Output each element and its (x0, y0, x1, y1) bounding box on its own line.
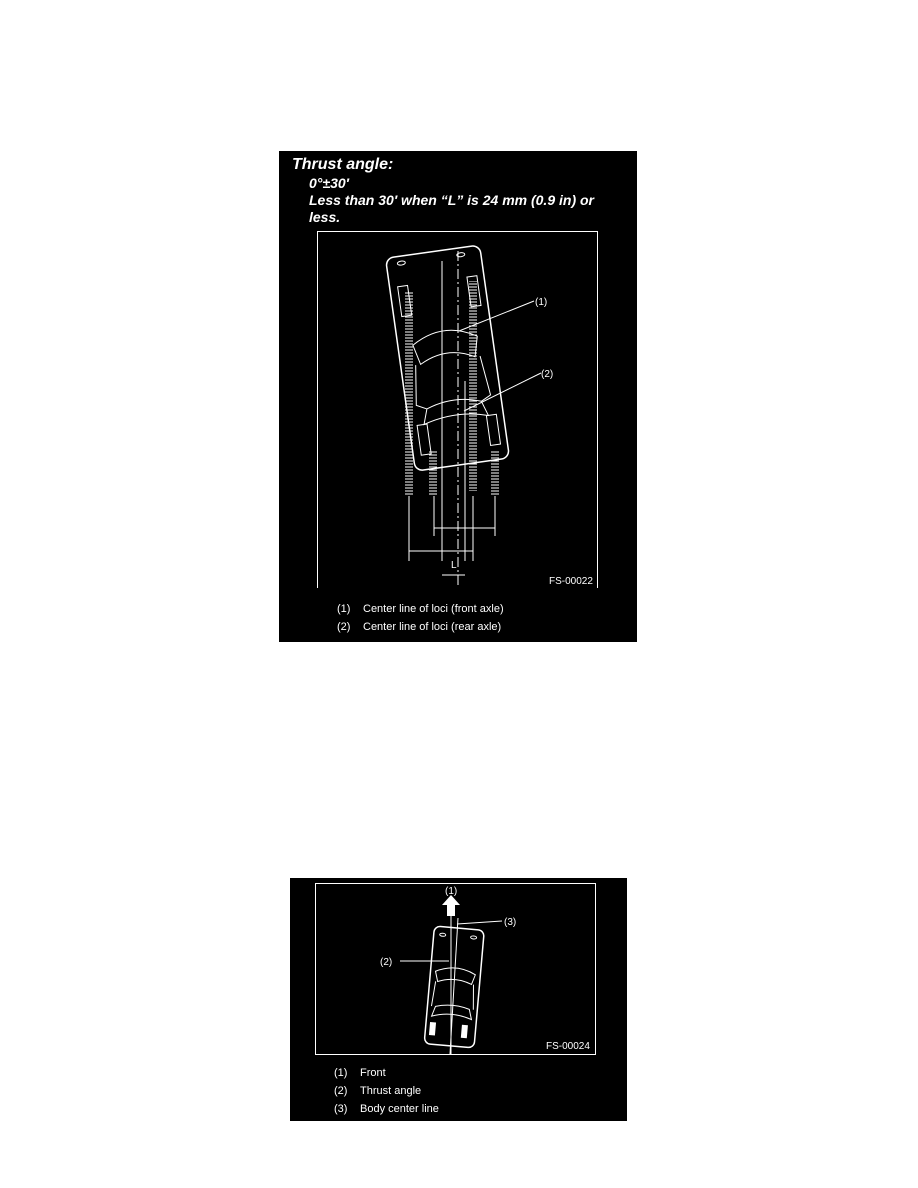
front-arrow-icon (442, 895, 460, 916)
spec-note-line2: less. (309, 209, 341, 225)
dimension-l-label: L (451, 560, 457, 571)
legend-item-thrust: (2) Thrust angle (334, 1085, 422, 1097)
callout-thrust-angle: (2) (380, 957, 393, 968)
legend-item-front: (1) Front (334, 1067, 386, 1079)
legend-item-body: (3) Body center line (334, 1103, 439, 1115)
thrust-angle-figure (279, 151, 637, 642)
spec-value: 0°±30′ (309, 175, 349, 191)
legend-item-1: (1) Center line of loci (front axle) (337, 603, 504, 615)
vehicle-outline (386, 245, 510, 471)
body-center-line-figure (290, 878, 627, 1121)
callout-body-center-line: (3) (504, 917, 517, 928)
figure-code-2: FS-00024 (546, 1041, 590, 1052)
spec-note-line1: Less than 30′ when “L” is 24 mm (0.9 in) or (309, 192, 594, 208)
spec-title: Thrust angle: (292, 156, 394, 173)
figure-code: FS-00022 (549, 576, 593, 587)
loci-diagram (279, 151, 637, 642)
callout-front: (1) (445, 886, 458, 897)
legend-item-2: (2) Center line of loci (rear axle) (337, 621, 502, 633)
callout-1: (1) (535, 297, 548, 308)
callout-2: (2) (541, 369, 554, 380)
